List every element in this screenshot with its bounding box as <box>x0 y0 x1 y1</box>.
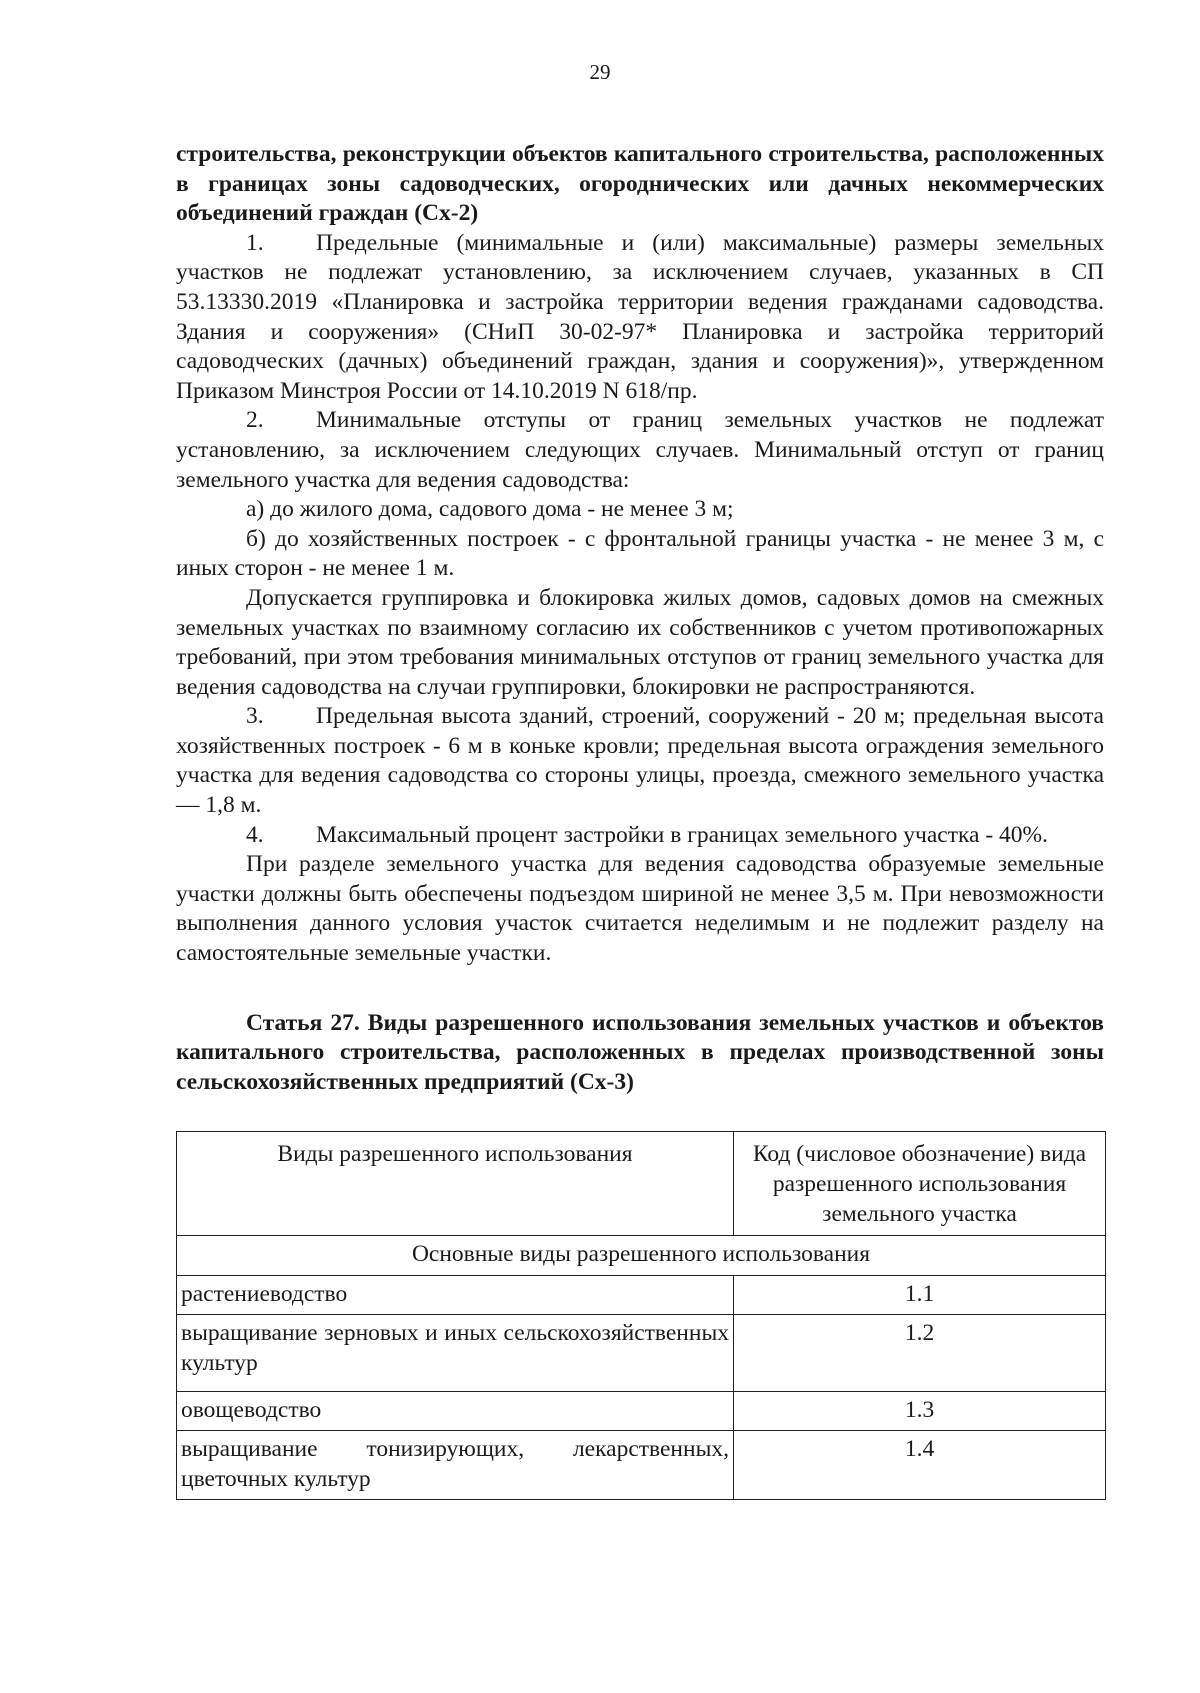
table-row <box>177 1391 1106 1431</box>
paragraph-item-4 <box>176 821 1104 851</box>
paragraph-item-1 <box>176 229 1104 407</box>
table-cell-use-name: выращивание зерновых и иных сельскохозяйственных культур <box>177 1315 734 1391</box>
division-note: При разделе земельного участка для ведения садоводства образуемые земельные участки должны быть обеспечены подъездом шириной не менее 3,5 м. При невозможности выполнения данного условия участок считается неделимым и не подлежит разделу на самостоятельные земельные участки. <box>176 851 1104 967</box>
table-cell-use-name: овощеводство <box>177 1391 734 1431</box>
table-row <box>177 1431 1106 1500</box>
item-text: Минимальные отступы от границ земельных участков не подлежат установлению, за исключением следующих случаев. Минимальный отступ от границ земельного участка для ведения садоводства: <box>176 407 1104 493</box>
table-section-main: Основные виды разрешенного использования <box>177 1236 1106 1276</box>
table-row <box>177 1315 1106 1391</box>
item-number: 2. <box>246 407 264 434</box>
table-cell-use-name: растениеводство <box>177 1275 734 1315</box>
paragraph-item-2 <box>176 406 1104 495</box>
table-cell-code: 1.4 <box>734 1431 1106 1500</box>
table-cell-code: 1.2 <box>734 1315 1106 1391</box>
table-header-use-type: Виды разрешенного использования <box>177 1132 734 1236</box>
table-cell-use-name: выращивание тонизирующих, лекарственных, цветочных культур <box>177 1431 734 1500</box>
sub-item-a: а) до жилого дома, садового дома - не менее 3 м; <box>246 496 734 523</box>
permitted-use-table <box>176 1131 1106 1500</box>
blocking-note: Допускается группировка и блокировка жилых домов, садовых домов на смежных земельных участках по взаимному согласию их собственников с учетом противопожарных требований, при этом требования минимальных отступов от границ земельного участка для ведения садоводства на случаи группировки, блокировки не распространяются. <box>176 584 1104 700</box>
section-heading-tail: строительства, реконструкции объектов капитального строительства, расположенных в границах зоны садоводческих, огороднических или дачных некоммерческих объединений граждан (Сх-2) <box>176 141 1104 227</box>
table-cell-code: 1.3 <box>734 1391 1106 1431</box>
item-number: 1. <box>246 229 264 256</box>
item-text: Предельные (минимальные и (или) максимальные) размеры земельных участков не подлежат установлению, за исключением случаев, указанных в СП 53.13330.2019 «Планировка и застройка территории ведения гражданами садоводства. Здания и сооружения» (СНиП 30-02-97* Планировка и застройка территорий садоводческих (дачных) объединений граждан, здания и сооружения)», утвержденном Приказом Минстроя России от 14.10.2019 N 618/пр. <box>176 229 1104 404</box>
item-number: 4. <box>246 821 264 848</box>
table-section-row <box>177 1236 1106 1276</box>
document-body <box>176 140 1104 1500</box>
item-text: Предельная высота зданий, строений, сооружений - 20 м; предельная высота хозяйственных построек - 6 м в коньке кровли; предельная высота ограждения земельного участка для ведения садоводства со стороны улицы, проезда, смежного земельного участка — 1,8 м. <box>176 703 1104 819</box>
paragraph-item-3 <box>176 702 1104 820</box>
sub-item-b: б) до хозяйственных построек - с фронтальной границы участка - не менее 3 м, с иных сторон - не менее 1 м. <box>176 525 1104 582</box>
table-header-row <box>177 1132 1106 1236</box>
item-text: Максимальный процент застройки в границах земельного участка - 40%. <box>316 821 1048 848</box>
table-row <box>177 1275 1106 1315</box>
table-header-code: Код (числовое обозначение) вида разрешенного использования земельного участка <box>734 1132 1106 1236</box>
table-cell-code: 1.1 <box>734 1275 1106 1315</box>
item-number: 3. <box>246 703 264 730</box>
article-title: Статья 27. Виды разрешенного использования земельных участков и объектов капитального строительства, расположенных в пределах производственной зоны сельскохозяйственных предприятий (Сх-3) <box>176 1009 1104 1095</box>
page-number: 29 <box>589 60 611 84</box>
